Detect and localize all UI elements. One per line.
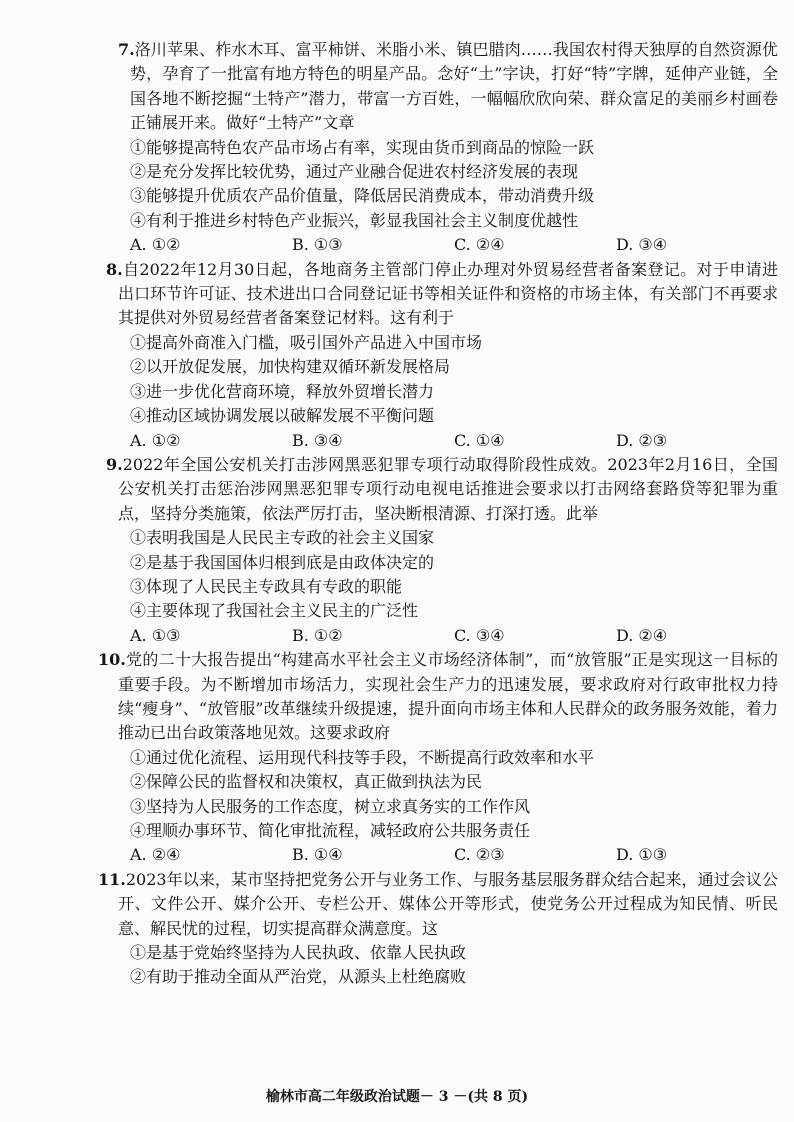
question-11 — [98, 868, 778, 990]
page-footer: 榆林市高二年级政治试题－ 3 －(共 8 页) — [265, 1089, 529, 1105]
option: ①能够提高特色农产品市场占有率，实现由货币到商品的惊险一跃 — [130, 137, 595, 157]
choice-d: D. ③④ — [616, 235, 668, 255]
choice-d: D. ①③ — [616, 845, 668, 865]
option: ④主要体现了我国社会主义民主的广泛性 — [130, 601, 419, 621]
option: ③能够提升优质农产品价值量，降低居民消费成本，带动消费升级 — [130, 186, 595, 206]
answer-choices — [118, 624, 778, 648]
option: ③体现了人民民主专政具有专政的职能 — [130, 576, 403, 596]
option: ③进一步优化营商环境，释放外贸增长潜力 — [130, 381, 435, 401]
option: ②有助于推动全面从严治党，从源头上杜绝腐败 — [130, 967, 467, 987]
question-7 — [118, 38, 778, 258]
choice-b: B. ①④ — [292, 845, 343, 865]
question-9 — [106, 453, 778, 648]
question-number: 11. — [98, 869, 126, 889]
choice-c: C. ②④ — [454, 235, 505, 255]
option: ④有利于推进乡村特色产业振兴，彰显我国社会主义制度优越性 — [130, 210, 579, 230]
choice-c: C. ③④ — [454, 625, 505, 645]
question-stem: 2022年全国公安机关打击涉网黑恶犯罪专项行动取得阶段性成效。2023年2月16日，全国公安机关打击惩治涉网黑恶犯罪专项行动电视电话推进会要求以打击网络套路贷等犯罪为重点，坚持分类施策，依法严厉打击，坚决断根清源、打深打透。此举 — [118, 454, 778, 523]
option: ②以开放促发展，加快构建双循环新发展格局 — [130, 357, 451, 377]
choice-a: A. ①③ — [130, 625, 181, 645]
question-number: 10. — [98, 650, 126, 670]
option: ①通过优化流程、运用现代科技等手段，不断提高行政效率和水平 — [130, 747, 595, 767]
question-stem: 洛川苹果、柞水木耳、富平柿饼、米脂小米、镇巴腊肉……我国农村得天独厚的自然资源优势，孕育了一批富有地方特色的明星产品。念好“土”字诀，打好“特”字牌，延伸产业链，全国各地不断挖掘“土特产”潜力，带富一方百姓，一幅幅欣欣向荣、群众富足的美丽乡村画卷正铺展开来。做好“土特产”文章 — [130, 40, 778, 133]
question-stem: 党的二十大报告提出“构建高水平社会主义市场经济体制”，而“放管服”正是实现这一目标的重要手段。为不断增加市场活力，实现社会生产力的迅速发展，要求政府对行政审批权力持续“瘦身”、“放管服”改革继续升级提速，提升面向市场主体和人民群众的政务服务效能，着力推动已出台政策落地见效。这要求政府 — [118, 650, 778, 743]
answer-choices — [118, 843, 778, 867]
choice-a: A. ①② — [130, 235, 181, 255]
choice-a: A. ①② — [130, 430, 181, 450]
choice-b: B. ①③ — [292, 235, 343, 255]
option: ②保障公民的监督权和决策权，真正做到执法为民 — [130, 772, 483, 792]
choice-c: C. ②③ — [454, 845, 505, 865]
question-stem: 自2022年12月30日起，各地商务主管部门停止办理对外贸易经营者备案登记。对于申请进出口环节许可证、技术进出口合同登记证书等相关证件和资格的市场主体，有关部门不再要求其提供对外贸易经营者备案登记材料。这有利于 — [118, 259, 778, 328]
choice-d: D. ②③ — [616, 430, 668, 450]
question-stem: 2023年以来，某市坚持把党务公开与业务工作、与服务基层服务群众结合起来，通过会议公开、文件公开、媒介公开、专栏公开、媒体公开等形式，使党务公开过程成为知民情、听民意、解民忧的过程，切实提高群众满意度。这 — [118, 869, 778, 938]
choice-c: C. ①④ — [454, 430, 505, 450]
question-number: 8. — [106, 259, 123, 279]
option: ④理顺办事环节、简化审批流程，减轻政府公共服务责任 — [130, 821, 531, 840]
choice-a: A. ②④ — [130, 845, 181, 865]
answer-choices — [118, 429, 778, 453]
question-number: 9. — [106, 454, 123, 474]
option: ①表明我国是人民民主专政的社会主义国家 — [130, 528, 435, 548]
option: ④推动区域协调发展以破解发展不平衡问题 — [130, 406, 435, 426]
question-number: 7. — [118, 40, 135, 59]
choice-b: B. ①② — [292, 625, 343, 645]
choice-b: B. ③④ — [292, 430, 343, 450]
question-8 — [106, 258, 778, 453]
option: ①提高外商准入门槛，吸引国外产品进入中国市场 — [130, 332, 483, 352]
option: ③坚持为人民服务的工作态度，树立求真务实的工作作风 — [130, 796, 531, 816]
question-list — [98, 38, 778, 990]
option: ①是基于党始终坚持为人民执政、依靠人民执政 — [130, 943, 467, 963]
option: ②是基于我国国体归根到底是由政体决定的 — [130, 552, 435, 572]
option: ②是充分发挥比较优势，通过产业融合促进农村经济发展的表现 — [130, 162, 579, 182]
question-10 — [98, 648, 778, 868]
answer-choices — [118, 233, 778, 257]
choice-d: D. ②④ — [616, 625, 668, 645]
